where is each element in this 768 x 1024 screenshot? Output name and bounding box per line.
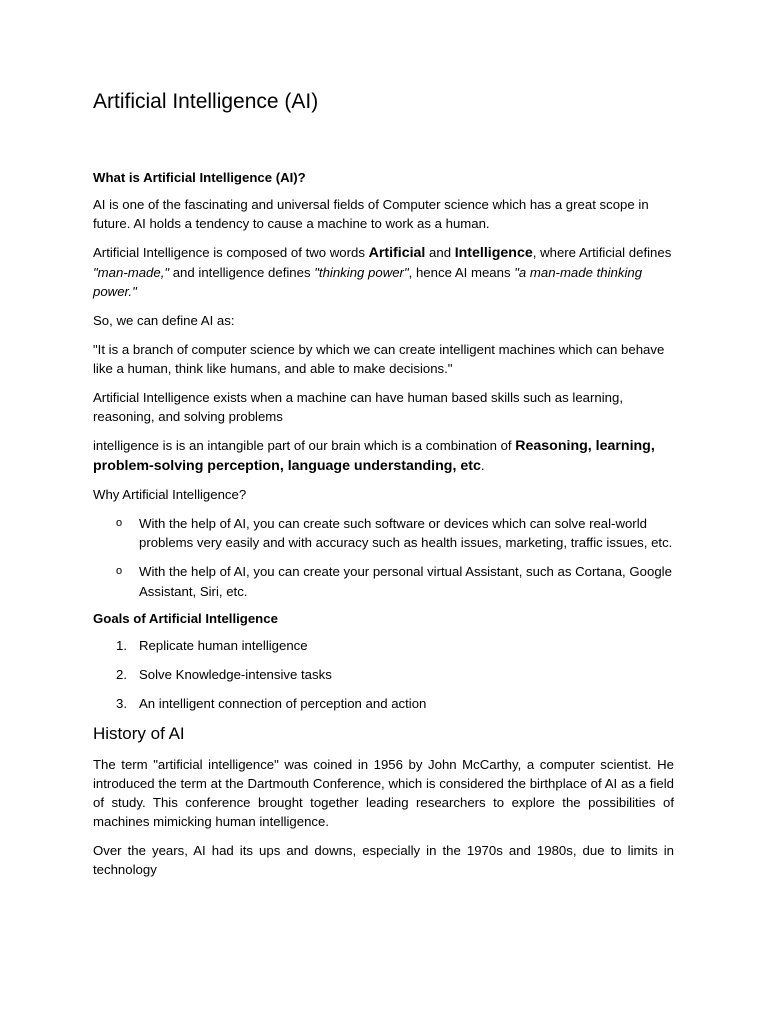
document-title: Artificial Intelligence (AI) <box>93 90 319 113</box>
bold-term-artificial: Artificial <box>368 244 426 261</box>
list-number: 3. <box>116 695 127 711</box>
paragraph-define: So, we can define AI as: <box>93 313 235 329</box>
paragraph-why-ai: Why Artificial Intelligence? <box>93 487 247 503</box>
text-run: Artificial Intelligence is composed of two words <box>93 244 369 260</box>
list-item-text: Solve Knowledge-intensive tasks <box>139 666 332 682</box>
italic-thinking-power: "thinking power" <box>314 265 409 281</box>
list-number: 1. <box>116 637 127 653</box>
list-item <box>93 562 674 600</box>
text-run: and <box>425 244 455 260</box>
list-item <box>93 514 674 552</box>
list-item-text: Replicate human intelligence <box>139 637 308 653</box>
circle-bullet-icon: o <box>116 565 123 578</box>
paragraph-definition-quote: "It is a branch of computer science by which we can create intelligent machines which can behave like a human, think like humans, and able to make decisions." <box>93 341 665 376</box>
text-run: and intelligence defines <box>169 265 315 281</box>
list-item-text: With the help of AI, you can create such software or devices which can solve real-world problems very easily and with accuracy such as health issues, marketing, traffic issues, etc. <box>139 516 673 551</box>
text-run: , hence AI means <box>408 265 515 281</box>
section-heading-goals: Goals of Artificial Intelligence <box>93 610 278 626</box>
why-ai-list <box>93 514 674 601</box>
section-heading-what-is-ai: What is Artificial Intelligence (AI)? <box>93 170 306 185</box>
text-run: , where Artificial defines <box>532 244 672 260</box>
section-heading-history: History of AI <box>93 723 185 743</box>
list-item <box>93 665 674 684</box>
text-run: . <box>480 457 485 473</box>
italic-man-made: "man-made," <box>93 265 170 281</box>
paragraph-exists: Artificial Intelligence exists when a machine can have human based skills such as learning, reasoning, and solving problems <box>93 389 623 424</box>
text-run: intelligence is is an intangible part of our brain which is a combination of <box>93 437 516 453</box>
list-item-text: An intelligent connection of perception and action <box>139 695 427 711</box>
paragraph-intro: AI is one of the fascinating and universal fields of Computer science which has a great scope in future. AI holds a tendency to cause a machine to work as a human. <box>93 197 649 232</box>
goals-list <box>93 636 674 713</box>
document-body <box>93 88 674 889</box>
circle-bullet-icon: o <box>116 517 123 530</box>
paragraph-intelligence <box>93 436 674 476</box>
list-item <box>93 636 674 655</box>
paragraph-composition <box>93 243 674 302</box>
list-number: 2. <box>116 666 127 682</box>
list-item <box>93 694 674 713</box>
paragraph-history-2: Over the years, AI had its ups and downs, especially in the 1970s and 1980s, due to limits in technology <box>93 842 674 878</box>
bold-intelligence-components: Reasoning, learning, problem-solving perception, language understanding, etc <box>93 437 655 474</box>
paragraph-history-1: The term "artificial intelligence" was coined in 1956 by John McCarthy, a computer scientist. He introduced the term at the Dartmouth Conference, which is considered the birthplace of AI as a field of study. This conference brought together leading researchers to explore the possibilities of machines mimicking human intelligence. <box>93 756 674 830</box>
bold-term-intelligence: Intelligence <box>454 244 533 261</box>
italic-ai-meaning: "a man-made thinking power." <box>93 265 643 300</box>
list-item-text: With the help of AI, you can create your personal virtual Assistant, such as Cortana, Google Assistant, Siri, etc. <box>139 564 672 599</box>
